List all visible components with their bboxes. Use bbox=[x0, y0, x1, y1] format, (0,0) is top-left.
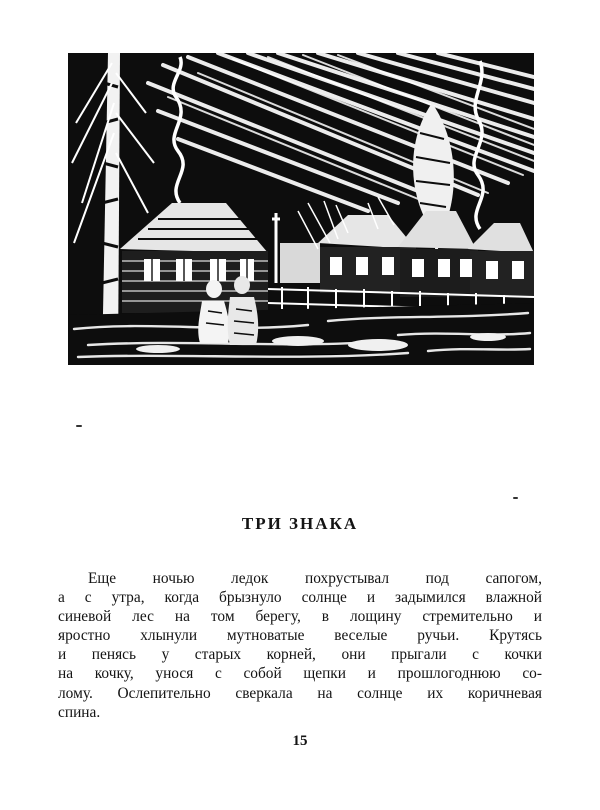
chapter-heading: ТРИ ЗНАКА bbox=[241, 514, 359, 533]
paragraph-line: Еще ночью ледок похрустывал под сапогом, bbox=[88, 570, 542, 587]
village-houses bbox=[272, 197, 534, 297]
paragraph-line: на кочку, унося с собой щепки и прошлогоднюю со- bbox=[58, 665, 542, 683]
paragraph-line: а с утра, когда брызнуло солнце и задымился влажной bbox=[58, 589, 542, 607]
paragraph-line: лому. Ослепительно сверкала на солнце их коричневая bbox=[58, 684, 542, 702]
body-paragraph bbox=[58, 569, 542, 722]
paragraph-line: синевой лес на том берегу, в лощину стремительно и bbox=[58, 608, 542, 626]
village-woodcut-illustration bbox=[68, 53, 534, 365]
left-house bbox=[120, 203, 268, 313]
paragraph-line: спина. bbox=[58, 703, 101, 721]
paragraph-line: яростно хлынули мутноватые веселые ручьи. Крутясь bbox=[58, 627, 542, 645]
page-number: 15 bbox=[292, 733, 308, 749]
paragraph-line: и пенясь у старых корней, они прыгали с кочки bbox=[58, 646, 542, 664]
print-speck bbox=[513, 497, 518, 499]
print-speck bbox=[76, 425, 82, 427]
